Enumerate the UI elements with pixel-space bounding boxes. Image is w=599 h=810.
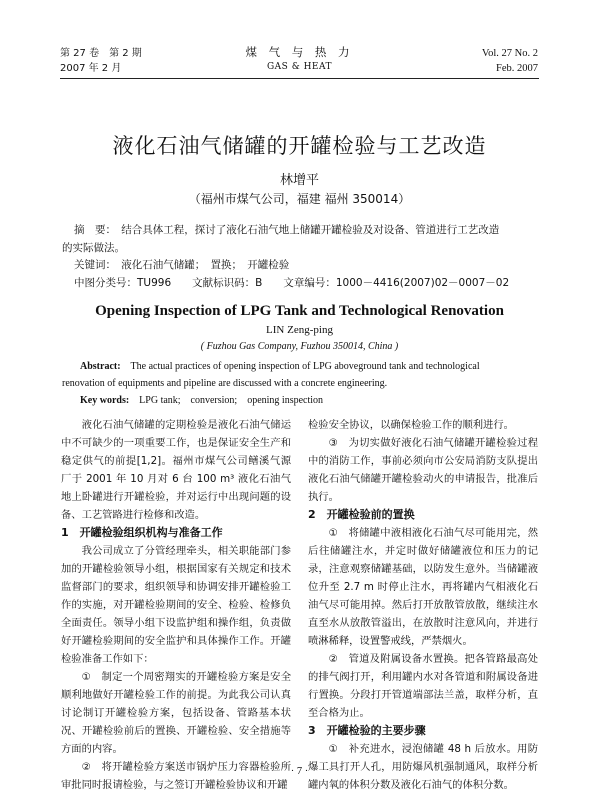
section-heading-2: 2 开罐检验前的置换 [308, 508, 415, 521]
volume-issue-cn: 第 27 卷 第 2 期 [60, 48, 142, 59]
body-paragraph: ① 制定一个周密翔实的开罐检验方案是安全顺利地做好开罐检验工作的前提。为此我公司认真讨论制订开罐检验方案，包括设备、管路基本状况、开罐检验前后的置换、开罐检验、安全措施等方面的内容。 [61, 671, 291, 755]
abstract-en-text1: The actual practices of opening inspection of LPG aboveground tank and technological [130, 361, 480, 372]
page-number: · 7 · [290, 766, 309, 777]
affiliation-en: ( Fuzhou Gas Company, Fuzhou 350014, China ) [200, 341, 399, 352]
abstract-cn [62, 222, 540, 292]
abstract-en [62, 358, 540, 409]
body-paragraph: 检验安全协议，以确保检验工作的顺利进行。 [308, 419, 514, 431]
article-title-cn: 液化石油气储罐的开罐检验与工艺改造 [112, 134, 487, 158]
abstract-cn-line2: 的实际做法。 [62, 241, 125, 254]
keywords-en: LPG tank; conversion; opening inspection [139, 395, 324, 406]
abstract-en-label: Abstract: [80, 361, 121, 372]
body-paragraph: ② 将开罐检验方案送市锅炉压力容器检验所审批同时报请检验，与之签订开罐检验协议和开罐 [61, 761, 291, 791]
keywords-cn: 关键词： 液化石油气储罐； 置换； 开罐检验 [74, 259, 290, 271]
date-en: Feb. 2007 [496, 63, 538, 74]
body-paragraph: 我公司成立了分管经理牵头，相关职能部门参加的开罐检验领导小组，根据国家有关规定和技术监督部门的要求，组织领导和协调安排开罐检验工作的实施，对开罐检验期间的安全、检验、检修负全面责任。领导小组下设监护组和操作组，负责做好开罐检验期间的安全监护和具体操作工作。开罐检验准备工作如下： [61, 545, 291, 665]
body-paragraph: ③ 为切实做好液化石油气储罐开罐检验过程中的消防工作，事前必须向市公安局消防支队提出液化石油气储罐开罐检验动火的申请报告，批准后执行。 [308, 437, 538, 503]
affiliation-cn: （福州市煤气公司，福建 福州 350014） [188, 192, 411, 206]
abstract-cn-line1: 摘 要： 结合具体工程，探讨了液化石油气地上储罐开罐检验及对设备、管道进行工艺改造 [74, 224, 500, 236]
volume-issue-en: Vol. 27 No. 2 [481, 48, 538, 59]
keywords-en-line [62, 392, 540, 409]
author-cn: 林增平 [279, 173, 319, 188]
abstract-en-line1 [62, 358, 540, 375]
running-header-right [482, 46, 538, 76]
body-column-left [61, 416, 291, 794]
journal-name-cn: 煤 气 与 热 力 [245, 45, 354, 59]
section-heading-1: 1 开罐检验组织机构与准备工作 [61, 526, 223, 539]
body-paragraph: ① 将储罐中液相液化石油气尽可能用完，然后往储罐注水，并定时做好储罐液位和压力的记录，注意观察储罐基础，以防发生意外。当储罐液位升至 2.7 m 时停止注水，再将罐内气相液化石油气尽可能用掉。然后打开放散管放散，继续注水直至水从放散管溢出，在放散时注意风向，并进行喷淋稀释，设置警戒线，严禁烟火。 [308, 527, 538, 647]
body-paragraph: 液化石油气储罐的定期检验是液化石油气储运中不可缺少的一项重要工作，也是保证安全生产和稳定供气的前提[1,2]。福州市煤气公司鳝溪气源厂于 2001 年 10 月对 6 台 100 m³ 液化石油气地上卧罐进行开罐检验，并对运行中出现问题的设备、工艺管路进行检修和改造。 [61, 419, 291, 521]
keywords-en-label: Key words: [80, 395, 130, 406]
author-en: LIN Zeng-ping [266, 324, 333, 336]
article-title-en: Opening Inspection of LPG Tank and Technological Renovation [95, 303, 504, 319]
header-divider [60, 78, 539, 79]
section-heading-3: 3 开罐检验的主要步骤 [308, 724, 426, 737]
body-column-right [308, 416, 538, 794]
date-cn: 2007 年 2 月 [60, 63, 122, 74]
body-paragraph: ① 补充进水，浸泡储罐 48 h 后放水。用防爆工具打开人孔，用防爆风机强制通风，取样分析罐内氧的体积分数及液化石油气的体积分数。 [308, 743, 538, 791]
classification-cn: 中图分类号：TU996 文献标识码：B 文章编号：1000－4416(2007)02－0007－02 [74, 276, 510, 289]
body-paragraph: ② 管道及附属设备水置换。把各管路最高处的排气阀打开，利用罐内水对各管道和附属设备进行置换。分段打开管道端部法兰盖，取样分析，直至合格为止。 [308, 653, 538, 719]
abstract-en-text2: renovation of equipments and pipeline are discussed with a concrete engineering. [62, 378, 388, 389]
journal-name-en: GAS & HEAT [266, 62, 333, 72]
